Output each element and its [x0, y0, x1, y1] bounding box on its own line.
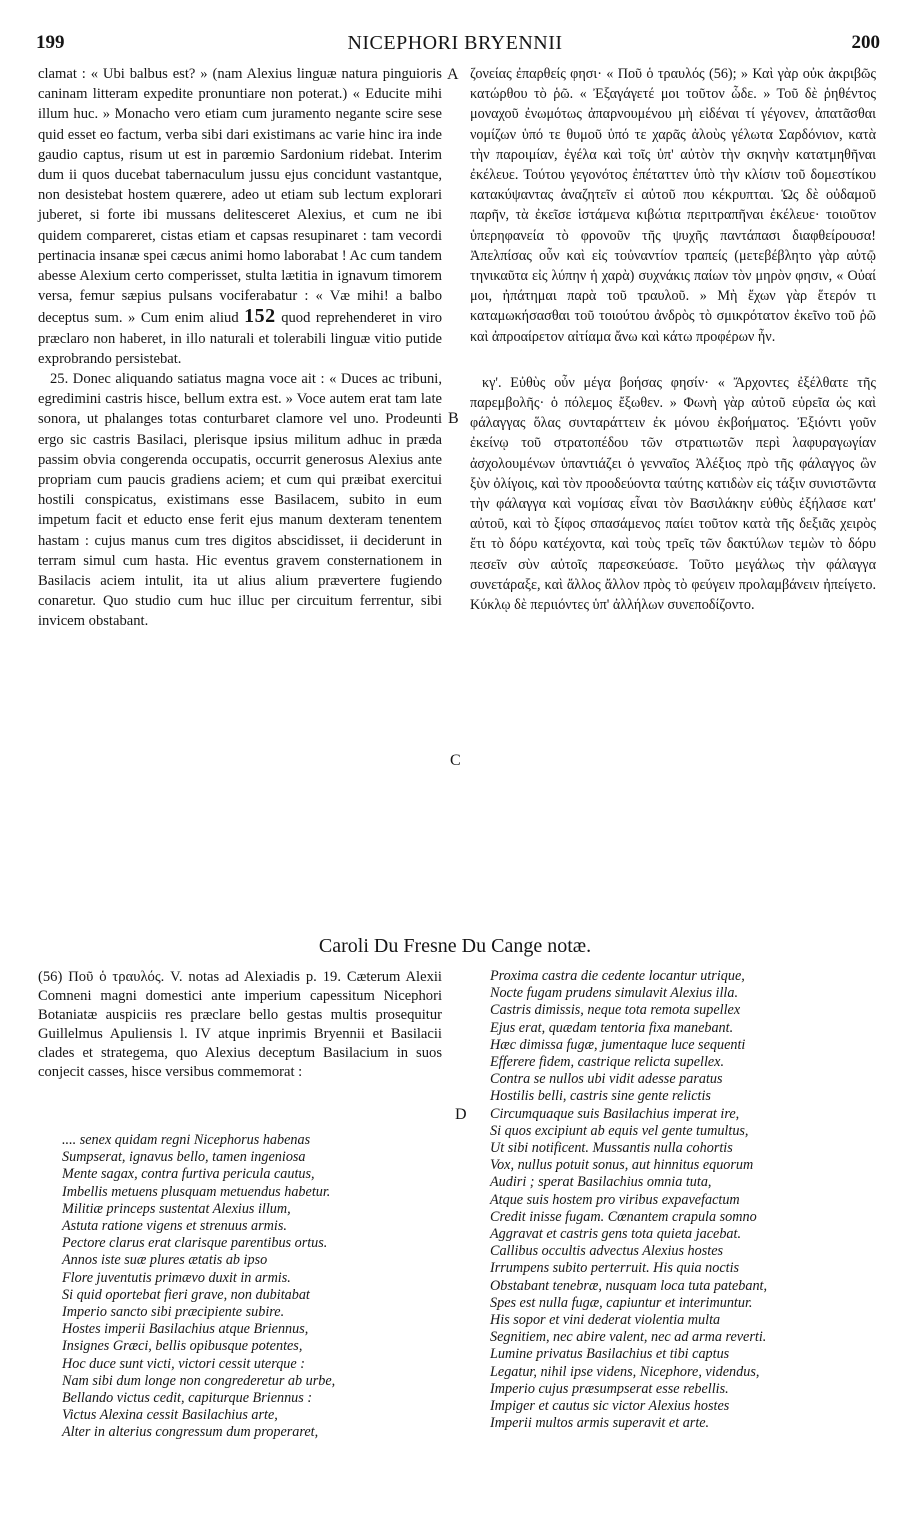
verse-line: Mente sagax, contra furtiva pericula cautus, [62, 1166, 315, 1183]
verse-line: Si quid oportebat fieri grave, non dubitabat [62, 1286, 310, 1303]
greek-paragraph-2: κγ'. Εὐθὺς οὖν μέγα βοήσας φησίν· « Ἄρχοντες ἐξέλθατε τῆς παρεμβολῆς· ὁ πόλεμος ἔξωθεν. » Φωνὴ γὰρ αὐτοῦ εὑρεῖα ὡς καὶ φάλαγγας ὅλας συνταράττειν ἐκ μόνου ἐκβοήματος. Ἐξιόντι γοῦν ἐκείνῳ τοῦ στρατοπέδου τῶν στρατιωτῶν περὶ λαφυραγωγίαν ἀσχολουμένων ὑπαντιάζει ὁ γενναῖος Ἀλέξιος πρὸ τῆς φάλαγγος ὢν ξὺν ὀλίγοις, καὶ τὸν προοδεύοντα ταύτης κατιδὼν εἰς τάξιν συνιστῶντα τὴν φάλαγγα καὶ νομίσας εἶναι τὸν Βασιλάκην εὐθὺς ἐξήλασε κατ' αὐτοῦ, καὶ τὸ ξίφος σπασάμενος παίει τοῦτον κατὰ τῆς δεξιᾶς χειρὸς ἔτι τὸ δόρυ κατέχοντα, καὶ τοὺς τρεῖς τῶν δακτύλων τεμὼν τὸ δόρυ πεσεῖν σὺν αὐτοῖς παρεσκεύασε. Τοῦτο μεγάλως τὴν φάλαγγα συνετάραξε, καὶ ἄλλος ἄλλον πρὸς τὸ φεύγειν προλαμβάνειν ἠπείγετο. Κύκλῳ δὲ περιιόντες ὑπ' ἀλλήλων συνεποδίζοντο. [470, 374, 876, 614]
verse-line: Annos iste suæ plures ætatis ab ipso [62, 1252, 268, 1269]
latin-text-1b: quod reprehenderet in viro præclaro non haberet, in illo naturali et tolerabili linguæ vitio putide exprobrando persistebat. [38, 310, 442, 367]
column-number: 152 [244, 305, 276, 328]
verse-line: Atque suis hostem pro viribus expavefactum [490, 1191, 740, 1208]
verse-line: Ut sibi notificent. Mussantis nulla cohortis [490, 1140, 733, 1157]
verse-line: Circumquaque suis Basilachius imperat ire, [490, 1105, 740, 1122]
verse-line: His sopor et vini dederat violentia multa [490, 1312, 721, 1329]
verse-line: Militiæ princeps sustentat Alexius illum, [62, 1200, 291, 1217]
verse-line: Audiri ; sperat Basilachius omnia tuta, [490, 1174, 712, 1191]
notes-title: Caroli Du Fresne Du Cange notæ. [318, 935, 592, 957]
verse-line: Ejus erat, quædam tentoria fixa manebant. [490, 1019, 734, 1036]
verse-line: Legatur, nihil ipse videns, Nicephore, videndus, [490, 1363, 760, 1380]
verse-line: Imperio sancto sibi præcipiente subire. [62, 1304, 285, 1321]
verse-line: Pectore clarus erat clarisque parentibus ortus. [62, 1235, 328, 1252]
latin-text-1a: clamat : « Ubi balbus est? » (nam Alexius linguæ natura pinguioris caninam litteram expedite pronuntiare non poterat.) « Educite mihi illum huc. » Monacho vero etiam cum juramento negante scire sese quid esset eo factum, verba sibi dari existimans ac varie hinc ira inde gaudio captus, risum ut est in parœmio Sardonium ridebat. Interim dum ii quos ducebat tabernaculum jussu ejus concidunt vastantque, non desistebat hostem quærere, adeo ut etiam sub lectum explorari juberet, si forte ibi mussans delitesceret Alexius, et cum ne ibi quidem compareret, cistas etiam et capsas resupinaret : tam vecordi pertinacia insanæ spei cæcus animi homo laborabat ! Ac cum tandem abesse Alexium certo comperisset, stulta lætitia in ignavum timorem versa, femur sæpius pulsans vociferabatur : « Væ mihi! a balbo deceptus sum. » Cum enim aliud [38, 66, 442, 327]
verse-line: Nam sibi dum longe non congrederetur ab urbe, [62, 1372, 336, 1389]
verse-line: Bellando victus cedit, capiturque Briennus : [62, 1390, 313, 1407]
verse-line: Hoc duce sunt victi, victori cessit uterque : [62, 1355, 305, 1372]
verse-line: Spes est nulla fugæ, capiuntur et interimuntur. [490, 1294, 753, 1311]
verse-line: Insignes Græci, bellis opibusque potentes, [62, 1338, 303, 1355]
page-number-left: 199 [36, 32, 65, 53]
verse-line: Hæc dimissa fugæ, jumentaque luce sequenti [490, 1036, 746, 1053]
verse-line: Irrumpens subito perterruit. His quia noctis [490, 1260, 740, 1277]
verse-line: Aggravat et castris gens tota quieta jacebat. [490, 1226, 742, 1243]
latin-paragraph-2: 25. Donec aliquando satiatus magna voce ait : « Duces ac tribuni, egredimini castris hisce, bellum extra est. » Voce autem erat tam late sonora, ut phalanges totas conturbaret clamore vel uno. Prodeunti ergo sic castris Basilaci, plerisque ipsius militum adhuc in præda passim obvia congerenda occupatis, occurrit generosus Alexius ante propriam cum paucis gradiens aciem; et cum qui præibat exercitui hostili conspicatus, existimans esse Basilacem, subito in eum impetum facit et educto ense ferit ejus manum dexteram tenentem hastam : cujus manus cum tres digitos abscidisset, ii deciderunt in terram simul cum hasta. Hic eventus gravem consternationem in Basilacis aciem intulit, ita ut alius alium prævertere fugiendo conaretur. Quo studio cum huc illuc per circuitum ferrentur, sibi invicem obstabant. [38, 371, 442, 630]
verse-line: Imperii multos armis superavit et arte. [490, 1415, 710, 1432]
verse-line: Imbellis metuens plusquam metuendus habetur. [62, 1183, 331, 1200]
verse-line: Vox, nullus potuit sonus, aut hinnitus equorum [490, 1157, 754, 1174]
running-title: NICEPHORI BRYENNII [347, 32, 563, 54]
verse-line: Callibus occultis advectus Alexius hostes [490, 1243, 724, 1260]
verse-line: Hostes imperii Basilachius atque Briennus, [62, 1321, 309, 1338]
page-number-right: 200 [851, 32, 880, 53]
verse-line: Imperio cujus præsumpserat esse rebellis. [490, 1380, 729, 1397]
margin-letter-a: A [447, 66, 459, 83]
verse-line: Contra se nullos ubi vidit adesse paratus [490, 1071, 723, 1088]
greek-paragraph-1: ζονείας ἐπαρθείς φησι· « Ποῦ ὁ τραυλός (56); » Καὶ γὰρ οὐκ ἀκριβῶς κατώρθου τὸ ῥῶ. « Ἐξαγάγετέ μοι τοῦτον ὧδε. » Τοῦ δὲ ῥηθέντος μοναχοῦ ἐνωμότως ἀπαρνουμένου μὴ εἰδέναι τί γέγονεν, ἀπατᾶσθαι νομίζων ὑπό τε θυμοῦ ὑπό τε χαρᾶς ἀλοὺς γέλωτα Σαρδόνιον, κατὰ τὴν παροιμίαν, ἐγέλα καὶ τοῖς ὑπ' αὐτὸν τὴν σκηνὴν κατατμηθῆναι ἐκέλευε. Τούτου γεγονότος ἐπέταττεν ὑπὸ τὴν κλίσιν τοῦ δομεστίκου κατακύψαντας ἀναζητεῖν εἰ αὐτοῦ που κέκρυπται. Ὡς δὲ οὐδαμοῦ παρῆν, τὰ ἐκεῖσε ἱστάμενα κιβώτια περιτραπῆναι ἐκέλευε· τοιοῦτον ὑπερηφανεία τὸ φρονοῦν τῆς ψυχῆς παντάπασι διαφθείρουσα! Ἀπελπίσας οὖν καὶ εἰς τοὐναντίον τραπείς (μετεβέβλητο γὰρ αὐτῷ τηνικαῦτα εἰς λύπην ἡ χαρὰ) συχνάκις παίων τὸν μηρὸν φησιν, « Οὐαί μοι, ἠπάτημαι παρὰ τοῦ τραυλοῦ. » Μὴ ἔχων γὰρ ἕτερόν τι καταμωκήσασθαι τοῦ τοιούτου ἀνδρὸς τὸ σμικρότατον ἐκεῖνο τοῦ ῥῶ καὶ ἀπροαίρετον αἰτίαμα ἄνω καὶ κάτω προφέρων ἦν. [470, 66, 876, 345]
verse-line: Impiger et cautus sic victor Alexius hostes [490, 1398, 730, 1415]
margin-letter-b: B [448, 410, 459, 427]
verse-line: Lumine privatus Basilachius et tibi captus [490, 1346, 730, 1363]
verse-line: Astuta ratione vigens et strenuus armis. [62, 1218, 287, 1235]
verse-line: Credit inisse fugam. Cœnantem crapula somno [490, 1208, 757, 1225]
latin-paragraph-1 [38, 64, 442, 369]
verse-line: Nocte fugam prudens simulavit Alexius illa. [490, 985, 738, 1002]
verse-line: Victus Alexina cessit Basilachius arte, [62, 1407, 278, 1424]
latin-column [38, 64, 442, 632]
verse-line: Segnitiem, nec abire valent, nec ad arma reverti. [490, 1329, 767, 1346]
verse-line: Efferere fidem, castrique relicta supellex. [490, 1054, 725, 1071]
verse-line: Si quos excipiunt ab equis vel gente tumultus, [490, 1122, 749, 1139]
verse-line: Hostilis belli, castris sine gente relictis [490, 1088, 711, 1105]
verse-line: .... senex quidam regni Nicephorus habenas [62, 1132, 311, 1148]
greek-column [470, 64, 876, 615]
verses-right [490, 968, 880, 1432]
page-header [30, 32, 880, 58]
margin-letter-c: C [450, 752, 461, 769]
verse-line: Castris dimissis, neque tota remota supellex [490, 1002, 741, 1019]
verse-line: Flore juventutis primævo duxit in armis. [62, 1269, 291, 1286]
verses-left [62, 1132, 442, 1442]
verse-line: Proxima castra die cedente locantur utrique, [490, 968, 745, 984]
verse-line: Alter in alterius congressum dum properaret, [62, 1424, 319, 1441]
verse-line: Sumpserat, ignavus bello, tamen ingeniosa [62, 1149, 306, 1166]
notes-intro: (56) Ποῦ ὁ τραυλός. V. notas ad Alexiadis p. 19. Cæterum Alexii Comneni magni domestici ante imperium capessitum Nicephori Botaniatæ auspiciis res præclare bello gestas multis prosequitur Guillelmus Apuliensis l. IV atque inprimis Bryennii et Basilacii clades et strategema, quo Alexius deceptum Basilacium in suos conjecit casses, hisce versibus commemorat : [38, 969, 442, 1080]
margin-letter-d: D [455, 1106, 467, 1123]
verse-line: Obstabant tenebræ, nusquam loca tuta patebant, [490, 1277, 768, 1294]
